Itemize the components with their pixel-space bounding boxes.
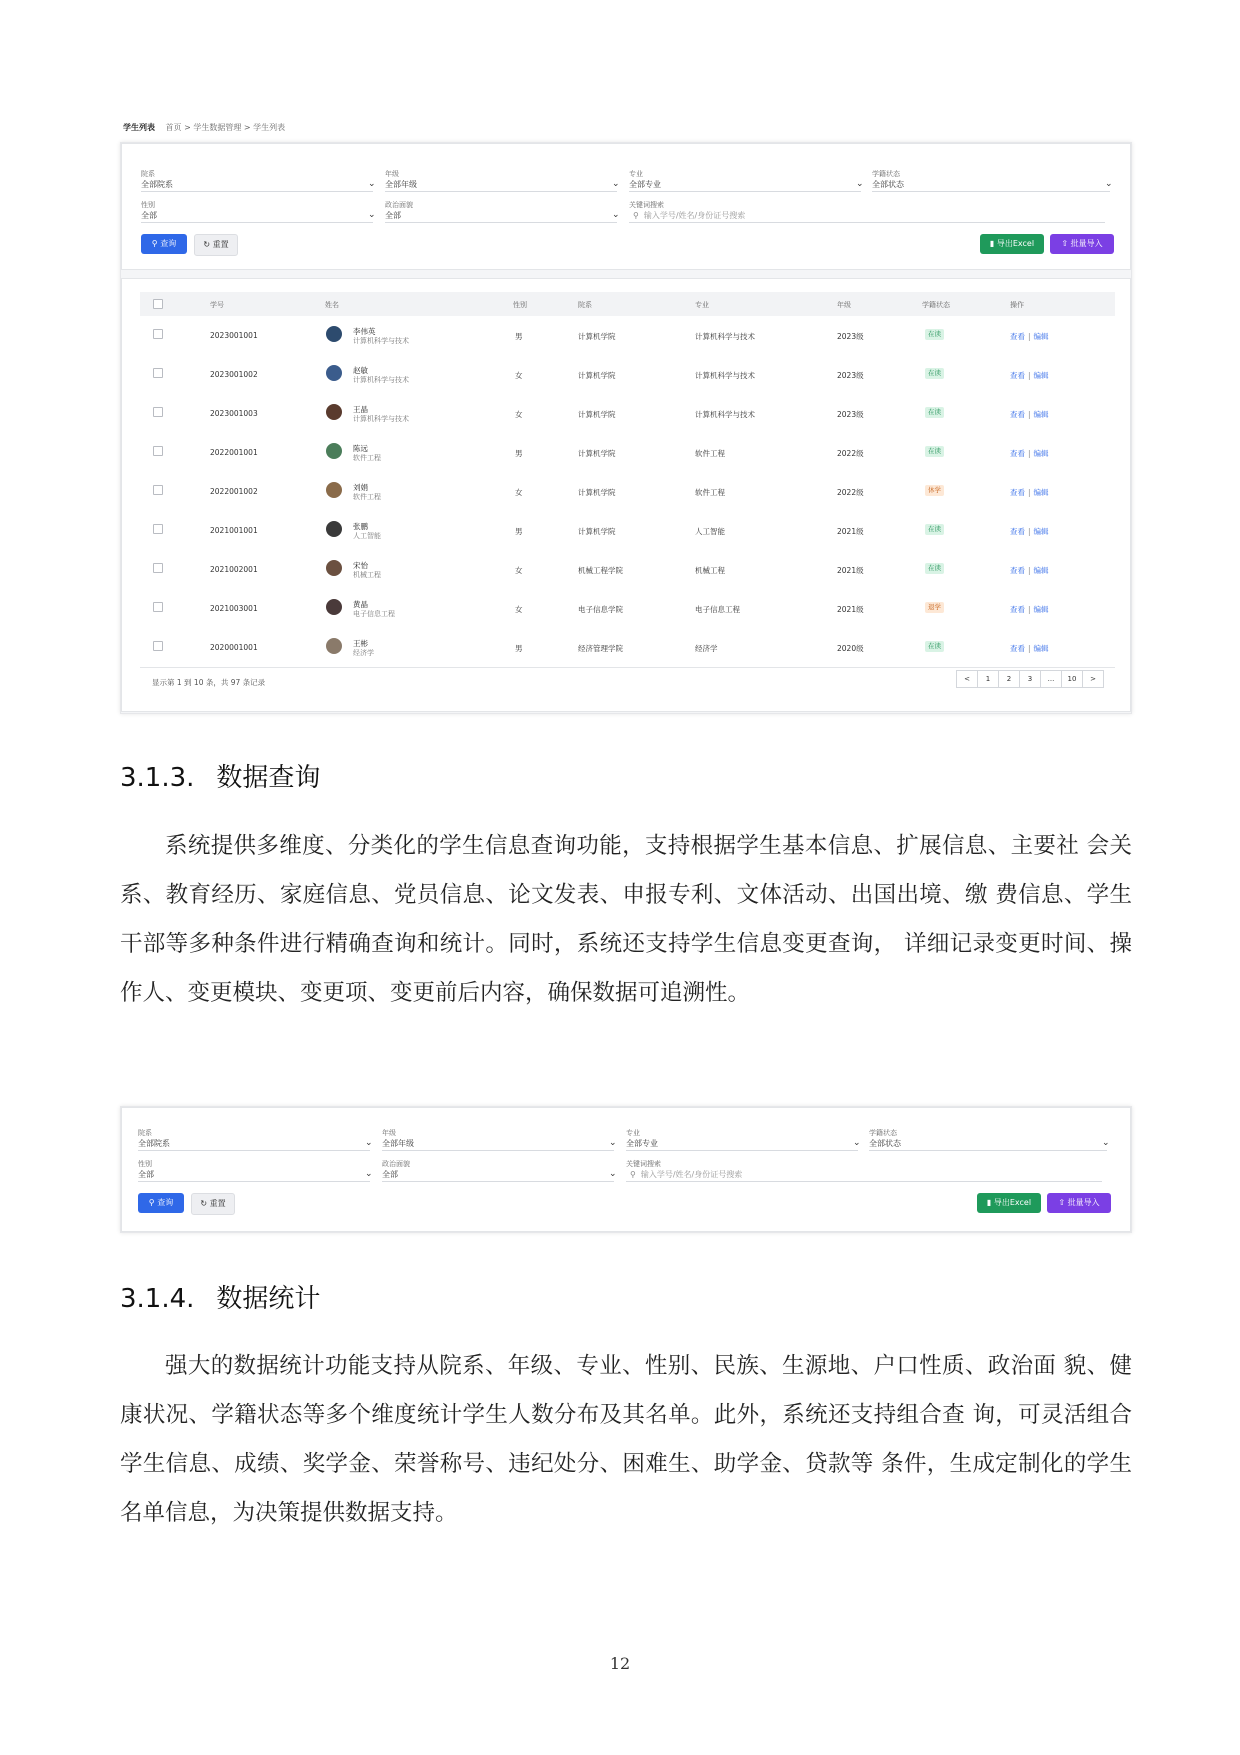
field-underline <box>385 222 617 223</box>
student-grade: 2022级 <box>837 449 864 458</box>
student-major-sub: 软件工程 <box>353 493 381 501</box>
chevron-down-icon: ⌄ <box>612 210 620 220</box>
row-checkbox[interactable] <box>153 407 163 417</box>
student-major-sub: 计算机科学与技术 <box>353 376 409 384</box>
edit-link[interactable]: 编辑 <box>1033 527 1049 536</box>
page-title: 学生列表 <box>123 123 155 132</box>
search-icon: ⚲ <box>148 1198 155 1207</box>
header-major: 专业 <box>695 301 709 309</box>
batch-import-button-2[interactable] <box>1047 1193 1111 1213</box>
student-gender: 男 <box>515 332 523 341</box>
page-3-button[interactable]: 3 <box>1019 670 1041 688</box>
student-major: 软件工程 <box>695 449 725 458</box>
student-dept: 电子信息学院 <box>578 605 623 614</box>
student-grade: 2023级 <box>837 410 864 419</box>
chevron-down-icon: ⌄ <box>609 1169 617 1179</box>
chevron-down-icon: ⌄ <box>1102 1138 1110 1148</box>
table-row[interactable] <box>140 316 1115 356</box>
student-gender: 女 <box>515 371 523 380</box>
status-badge: 在读 <box>925 446 944 457</box>
keyword-placeholder: 输入学号/姓名/身份证号搜索 <box>643 211 746 220</box>
political-status-select[interactable]: 全部 <box>385 211 401 220</box>
edit-link[interactable]: 编辑 <box>1033 566 1049 575</box>
table-row[interactable] <box>140 394 1115 434</box>
student-gender: 女 <box>515 605 523 614</box>
keyword-search-input[interactable] <box>633 210 745 221</box>
student-grade: 2023级 <box>837 332 864 341</box>
avatar <box>326 560 342 576</box>
table-row[interactable] <box>140 433 1115 473</box>
view-link[interactable]: 查看 <box>1010 488 1025 497</box>
upload-icon: ⇧ <box>1058 1198 1066 1207</box>
student-major-sub: 软件工程 <box>353 454 381 462</box>
chevron-down-icon: ⌄ <box>609 1138 617 1148</box>
student-dept: 计算机学院 <box>578 371 616 380</box>
chevron-down-icon: ⌄ <box>368 210 376 220</box>
student-id: 2021003001 <box>210 604 258 613</box>
status-badge: 在读 <box>925 368 944 379</box>
field-underline <box>626 1150 858 1151</box>
student-id: 2022001002 <box>210 487 258 496</box>
section-number: 3.1.3. <box>120 763 195 793</box>
student-major: 机械工程 <box>695 566 725 575</box>
avatar <box>326 482 342 498</box>
student-name: 张鹏 <box>353 522 368 531</box>
row-actions <box>1010 526 1049 537</box>
grade-select-label: 年级 <box>385 170 399 178</box>
status-badge: 退学 <box>925 602 944 613</box>
status-select[interactable]: 全部状态 <box>872 180 904 189</box>
page-number: 12 <box>609 1654 631 1673</box>
status-badge: 在读 <box>925 563 944 574</box>
section-heading-stats <box>120 1278 320 1315</box>
table-row[interactable] <box>140 628 1115 668</box>
chevron-down-icon: ⌄ <box>853 1138 861 1148</box>
student-major: 电子信息工程 <box>695 605 740 614</box>
edit-link[interactable]: 编辑 <box>1033 449 1049 458</box>
view-link[interactable]: 查看 <box>1010 449 1025 458</box>
refresh-icon: ↻ <box>203 240 211 249</box>
field-underline <box>138 1150 370 1151</box>
breadcrumb: 首页 > 学生数据管理 > 学生列表 <box>165 123 286 132</box>
file-icon: ▮ <box>989 239 995 248</box>
table-row[interactable] <box>140 511 1115 551</box>
student-gender: 男 <box>515 644 523 653</box>
student-id: 2023001001 <box>210 331 258 340</box>
file-icon: ▮ <box>986 1198 992 1207</box>
keyword-search-input-2[interactable] <box>630 1169 742 1180</box>
edit-link[interactable]: 编辑 <box>1033 644 1049 653</box>
student-id: 2023001002 <box>210 370 258 379</box>
search-icon: ⚲ <box>633 211 639 220</box>
view-link[interactable]: 查看 <box>1010 371 1025 380</box>
refresh-icon: ↻ <box>200 1199 208 1208</box>
student-major-sub: 计算机科学与技术 <box>353 415 409 423</box>
student-id: 2022001001 <box>210 448 258 457</box>
filter-card-2 <box>121 1107 1131 1232</box>
row-actions <box>1010 643 1049 654</box>
row-checkbox[interactable] <box>153 641 163 651</box>
gender-select-2[interactable]: 全部 <box>138 1170 154 1179</box>
student-id: 2023001003 <box>210 409 258 418</box>
field-underline <box>141 191 373 192</box>
paragraph-query: 系统提供多维度、分类化的学生信息查询功能，支持根据学生基本信息、扩展信息、主要社 会关系、教育经历、家庭信息、党员信息、论文发表、申报专利、文体活动、出国出境、缴 费信息、学生干部等多种条件进行精确查询和统计。同时，系统还支持学生信息变更查询， 详细记录变更时间、操作人、变更模块、变更项、变更前后内容，确保数据可追溯性。 <box>120 833 1132 1006</box>
edit-link[interactable]: 编辑 <box>1033 488 1049 497</box>
chevron-down-icon: ⌄ <box>1105 179 1113 189</box>
keyword-label: 关键词搜索 <box>629 201 664 209</box>
student-name: 黄晶 <box>353 600 368 609</box>
view-link[interactable]: 查看 <box>1010 332 1025 341</box>
section-number: 3.1.4. <box>120 1284 195 1314</box>
student-gender: 女 <box>515 410 523 419</box>
student-name: 宋怡 <box>353 561 368 570</box>
student-major: 计算机科学与技术 <box>695 410 755 419</box>
view-link[interactable]: 查看 <box>1010 644 1025 653</box>
avatar <box>326 365 342 381</box>
avatar <box>326 521 342 537</box>
row-actions <box>1010 487 1049 498</box>
reset-button-2[interactable] <box>191 1193 235 1215</box>
field-underline <box>872 191 1110 192</box>
department-select-2[interactable]: 全部院系 <box>138 1139 170 1148</box>
student-dept: 计算机学院 <box>578 332 616 341</box>
student-major-sub: 人工智能 <box>353 532 381 540</box>
row-actions <box>1010 370 1049 381</box>
page-2-button[interactable]: 2 <box>998 670 1020 688</box>
reset-button[interactable] <box>194 234 238 256</box>
row-actions <box>1010 409 1049 420</box>
pagination-info: 显示第 1 到 10 条，共 97 条记录 <box>152 678 266 687</box>
action-separator: | <box>1028 449 1031 458</box>
student-name: 李伟英 <box>353 327 376 336</box>
action-separator: | <box>1028 527 1031 536</box>
search-icon: ⚲ <box>630 1170 636 1179</box>
student-grade: 2021级 <box>837 605 864 614</box>
student-id: 2020001001 <box>210 643 258 652</box>
avatar <box>326 638 342 654</box>
row-checkbox[interactable] <box>153 563 163 573</box>
header-gender: 性别 <box>513 301 527 309</box>
status-select-2[interactable]: 全部状态 <box>869 1139 901 1148</box>
section-title: 数据统计 <box>216 1284 321 1314</box>
chevron-down-icon: ⌄ <box>365 1138 373 1148</box>
student-major-sub: 机械工程 <box>353 571 381 579</box>
student-gender: 女 <box>515 566 523 575</box>
student-gender: 男 <box>515 449 523 458</box>
field-underline <box>141 222 373 223</box>
student-major: 人工智能 <box>695 527 725 536</box>
student-gender: 男 <box>515 527 523 536</box>
avatar <box>326 326 342 342</box>
edit-link[interactable]: 编辑 <box>1033 332 1049 341</box>
header-actions: 操作 <box>1010 301 1024 309</box>
import-button-label: 批量导入 <box>1070 239 1103 248</box>
edit-link[interactable]: 编辑 <box>1033 410 1049 419</box>
field-underline <box>382 1181 614 1182</box>
view-link[interactable]: 查看 <box>1010 410 1025 419</box>
status-badge: 在读 <box>925 641 944 652</box>
gender-select-label: 性别 <box>141 201 155 209</box>
pagination <box>957 670 1104 688</box>
export-button-label: 导出Excel <box>993 1198 1032 1207</box>
status-select-label-2: 学籍状态 <box>869 1129 897 1137</box>
action-separator: | <box>1028 371 1031 380</box>
row-checkbox[interactable] <box>153 524 163 534</box>
student-dept: 计算机学院 <box>578 449 616 458</box>
page-10-button[interactable]: 10 <box>1061 670 1083 688</box>
paragraph-stats: 强大的数据统计功能支持从院系、年级、专业、性别、民族、生源地、户口性质、政治面 貌、健康状况、学籍状态等多个维度统计学生人数分布及其名单。此外，系统还支持组合查 询，可灵活组合学生信息、成绩、奖学金、荣誉称号、违纪处分、困难生、助学金、贷款等 条件，生成定制化的学生名单信息，为决策提供数据支持。 <box>120 1353 1132 1526</box>
student-grade: 2023级 <box>837 371 864 380</box>
row-actions <box>1010 604 1049 615</box>
export-excel-button-2[interactable] <box>977 1193 1041 1213</box>
field-underline <box>382 1150 614 1151</box>
student-dept: 机械工程学院 <box>578 566 623 575</box>
header-id: 学号 <box>210 301 224 309</box>
header-status: 学籍状态 <box>922 301 950 309</box>
department-select[interactable]: 全部院系 <box>141 180 173 189</box>
major-select-label-2: 专业 <box>626 1129 640 1137</box>
student-name: 王晶 <box>353 405 368 414</box>
page-ellipsis: ... <box>1040 670 1062 688</box>
upload-icon: ⇧ <box>1061 239 1069 248</box>
header-grade: 年级 <box>837 301 851 309</box>
table-row[interactable] <box>140 550 1115 590</box>
keyword-placeholder: 输入学号/姓名/身份证号搜索 <box>640 1170 743 1179</box>
header-dept: 院系 <box>578 301 592 309</box>
section-title: 数据查询 <box>216 763 321 793</box>
action-separator: | <box>1028 644 1031 653</box>
student-major-sub: 经济学 <box>353 649 374 657</box>
grade-select[interactable]: 全部年级 <box>385 180 417 189</box>
student-dept: 经济管理学院 <box>578 644 623 653</box>
student-major: 软件工程 <box>695 488 725 497</box>
action-separator: | <box>1028 410 1031 419</box>
student-major-sub: 电子信息工程 <box>353 610 395 618</box>
row-checkbox[interactable] <box>153 329 163 339</box>
edit-link[interactable]: 编辑 <box>1033 605 1049 614</box>
row-actions <box>1010 448 1049 459</box>
major-select-2[interactable]: 全部专业 <box>626 1139 658 1148</box>
keyword-label-2: 关键词搜索 <box>626 1160 661 1168</box>
table-row[interactable] <box>140 589 1115 629</box>
table-row[interactable] <box>140 355 1115 395</box>
status-badge: 在读 <box>925 407 944 418</box>
action-separator: | <box>1028 488 1031 497</box>
chevron-down-icon: ⌄ <box>856 179 864 189</box>
action-separator: | <box>1028 332 1031 341</box>
table-header <box>140 292 1115 316</box>
chevron-down-icon: ⌄ <box>365 1169 373 1179</box>
student-dept: 计算机学院 <box>578 410 616 419</box>
political-status-select-2[interactable]: 全部 <box>382 1170 398 1179</box>
row-actions <box>1010 331 1049 342</box>
select-all-checkbox[interactable] <box>153 299 163 309</box>
filter-panel-screenshot <box>120 1106 1132 1233</box>
batch-import-button[interactable] <box>1050 234 1114 254</box>
page-heading <box>123 122 285 133</box>
view-link[interactable]: 查看 <box>1010 605 1025 614</box>
student-major: 计算机科学与技术 <box>695 371 755 380</box>
field-underline <box>138 1181 370 1182</box>
student-dept: 计算机学院 <box>578 488 616 497</box>
export-excel-button[interactable] <box>980 234 1044 254</box>
view-link[interactable]: 查看 <box>1010 527 1025 536</box>
page-1-button[interactable]: 1 <box>977 670 999 688</box>
major-select[interactable]: 全部专业 <box>629 180 661 189</box>
table-row[interactable] <box>140 472 1115 512</box>
avatar <box>326 443 342 459</box>
field-underline <box>869 1150 1107 1151</box>
student-grade: 2020级 <box>837 644 864 653</box>
row-checkbox[interactable] <box>153 602 163 612</box>
row-checkbox[interactable] <box>153 446 163 456</box>
search-button-label: 查询 <box>160 239 177 248</box>
search-button[interactable] <box>141 234 187 254</box>
department-select-label: 院系 <box>141 170 155 178</box>
page-next-button[interactable]: > <box>1082 670 1104 688</box>
chevron-down-icon: ⌄ <box>612 179 620 189</box>
political-status-select-label-2: 政治面貌 <box>382 1160 410 1168</box>
gender-select-label-2: 性别 <box>138 1160 152 1168</box>
gender-select[interactable]: 全部 <box>141 211 157 220</box>
status-select-label: 学籍状态 <box>872 170 900 178</box>
student-dept: 计算机学院 <box>578 527 616 536</box>
student-name: 刘娟 <box>353 483 368 492</box>
action-separator: | <box>1028 605 1031 614</box>
field-underline <box>629 191 861 192</box>
student-major: 经济学 <box>695 644 718 653</box>
student-gender: 女 <box>515 488 523 497</box>
student-name: 陈远 <box>353 444 368 453</box>
reset-button-label: 重置 <box>209 1199 226 1208</box>
field-underline <box>629 222 1105 223</box>
field-underline <box>385 191 617 192</box>
search-icon: ⚲ <box>151 239 158 248</box>
reset-button-label: 重置 <box>212 240 229 249</box>
field-underline <box>626 1181 1102 1182</box>
student-grade: 2021级 <box>837 566 864 575</box>
student-major: 计算机科学与技术 <box>695 332 755 341</box>
row-checkbox[interactable] <box>153 485 163 495</box>
grade-select-2[interactable]: 全部年级 <box>382 1139 414 1148</box>
status-badge: 休学 <box>925 485 944 496</box>
student-major-sub: 计算机科学与技术 <box>353 337 409 345</box>
view-link[interactable]: 查看 <box>1010 566 1025 575</box>
row-checkbox[interactable] <box>153 368 163 378</box>
import-button-label: 批量导入 <box>1067 1198 1100 1207</box>
action-separator: | <box>1028 566 1031 575</box>
row-actions <box>1010 565 1049 576</box>
student-name: 王彬 <box>353 639 368 648</box>
student-id: 2021001001 <box>210 526 258 535</box>
header-name: 姓名 <box>325 301 339 309</box>
chevron-down-icon: ⌄ <box>368 179 376 189</box>
edit-link[interactable]: 编辑 <box>1033 371 1049 380</box>
grade-select-label-2: 年级 <box>382 1129 396 1137</box>
status-badge: 在读 <box>925 524 944 535</box>
political-status-select-label: 政治面貌 <box>385 201 413 209</box>
avatar <box>326 599 342 615</box>
department-select-label-2: 院系 <box>138 1129 152 1137</box>
major-select-label: 专业 <box>629 170 643 178</box>
section-heading-query <box>120 757 320 794</box>
page-prev-button[interactable]: < <box>956 670 978 688</box>
student-name: 赵敏 <box>353 366 368 375</box>
search-button-label: 查询 <box>157 1198 174 1207</box>
student-grade: 2022级 <box>837 488 864 497</box>
student-grade: 2021级 <box>837 527 864 536</box>
export-button-label: 导出Excel <box>996 239 1035 248</box>
avatar <box>326 404 342 420</box>
search-button-2[interactable] <box>138 1193 184 1213</box>
status-badge: 在读 <box>925 329 944 340</box>
student-id: 2021002001 <box>210 565 258 574</box>
